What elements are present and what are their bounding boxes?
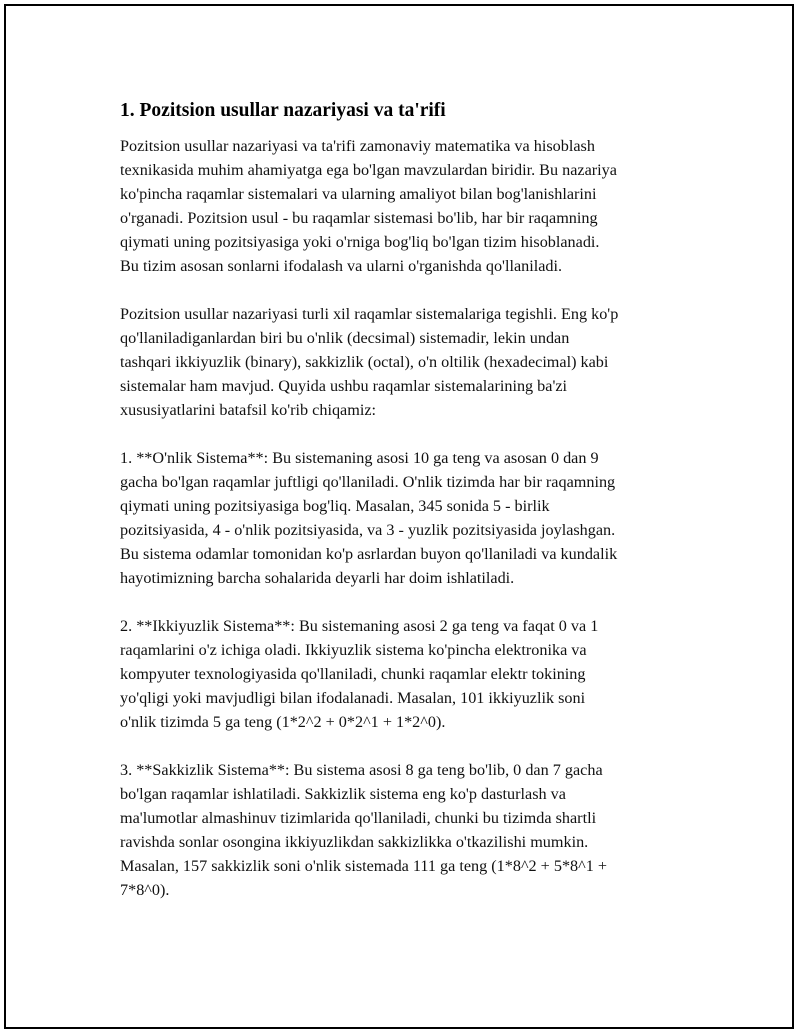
paragraph-intro: Pozitsion usullar nazariyasi va ta'rifi zamonaviy matematika va hisoblash texnikasida muhim ahamiyatga ega bo'lgan mavzulardan biridir. Bu nazariya ko'pincha raqamlar sistemalari va ularning amaliyot bilan bog'lanishlarini o'rganadi. Pozitsion usul - bu raqamlar sistemasi bo'lib, har bir raqamning qiymati uning pozitsiyasiga yoki o'rniga bog'liq bo'lgan tizim hisoblanadi. Bu tizim asosan sonlarni ifodalash va ularni o'rganishda qo'llaniladi.: [120, 137, 617, 275]
page-frame: [4, 4, 794, 1029]
paragraph-binary-system: 2. **Ikkiyuzlik Sistema**: Bu sistemaning asosi 2 ga teng va faqat 0 va 1 raqamlarini o'z ichiga oladi. Ikkiyuzlik sistema ko'pincha elektronika va kompyuter texnologiyasida qo'llaniladi, chunki raqamlar elektr tokining yo'qligi yoki mavjudligi bilan ifodalanadi. Masalan, 101 ikkiyuzlik soni o'nlik tizimda 5 ga teng (1*2^2 + 0*2^1 + 1*2^0).: [120, 617, 599, 731]
paragraph-decimal-system: 1. **O'nlik Sistema**: Bu sistemaning asosi 10 ga teng va asosan 0 dan 9 gacha bo'lgan raqamlar juftligi qo'llaniladi. O'nlik tizimda har bir raqamning qiymati uning pozitsiyasiga bog'liq. Masalan, 345 sonida 5 - birlik pozitsiyasida, 4 - o'nlik pozitsiyasida, va 3 - yuzlik pozitsiyasida joylashgan. Bu sistema odamlar tomonidan ko'p asrlardan buyon qo'llaniladi va kundalik hayotimizning barcha sohalarida deyarli har doim ishlatiladi.: [120, 449, 618, 587]
section-heading: 1. Pozitsion usullar nazariyasi va ta'rifi: [120, 100, 446, 121]
document-body: [120, 98, 700, 926]
paragraph-octal-system: 3. **Sakkizlik Sistema**: Bu sistema asosi 8 ga teng bo'lib, 0 dan 7 gacha bo'lgan raqamlar ishlatiladi. Sakkizlik sistema eng ko'p dasturlash va ma'lumotlar almashinuv tizimlarida qo'llaniladi, chunki bu tizimda shartli ravishda sonlar osongina ikkiyuzlikdan sakkizlikka o'tkazilishi mumkin. Masalan, 157 sakkizlik soni o'nlik sistemada 111 ga teng (1*8^2 + 5*8^1 + 7*8^0).: [120, 761, 607, 899]
paragraph-systems-overview: Pozitsion usullar nazariyasi turli xil raqamlar sistemalariga tegishli. Eng ko'p qo'llaniladiganlardan biri bu o'nlik (decsimal) sistemadir, lekin undan tashqari ikkiyuzlik (binary), sakkizlik (octal), o'n oltilik (hexadecimal) kabi sistemalar ham mavjud. Quyida ushbu raqamlar sistemalarining ba'zi xususiyatlarini batafsil ko'rib chiqamiz:: [120, 305, 619, 419]
